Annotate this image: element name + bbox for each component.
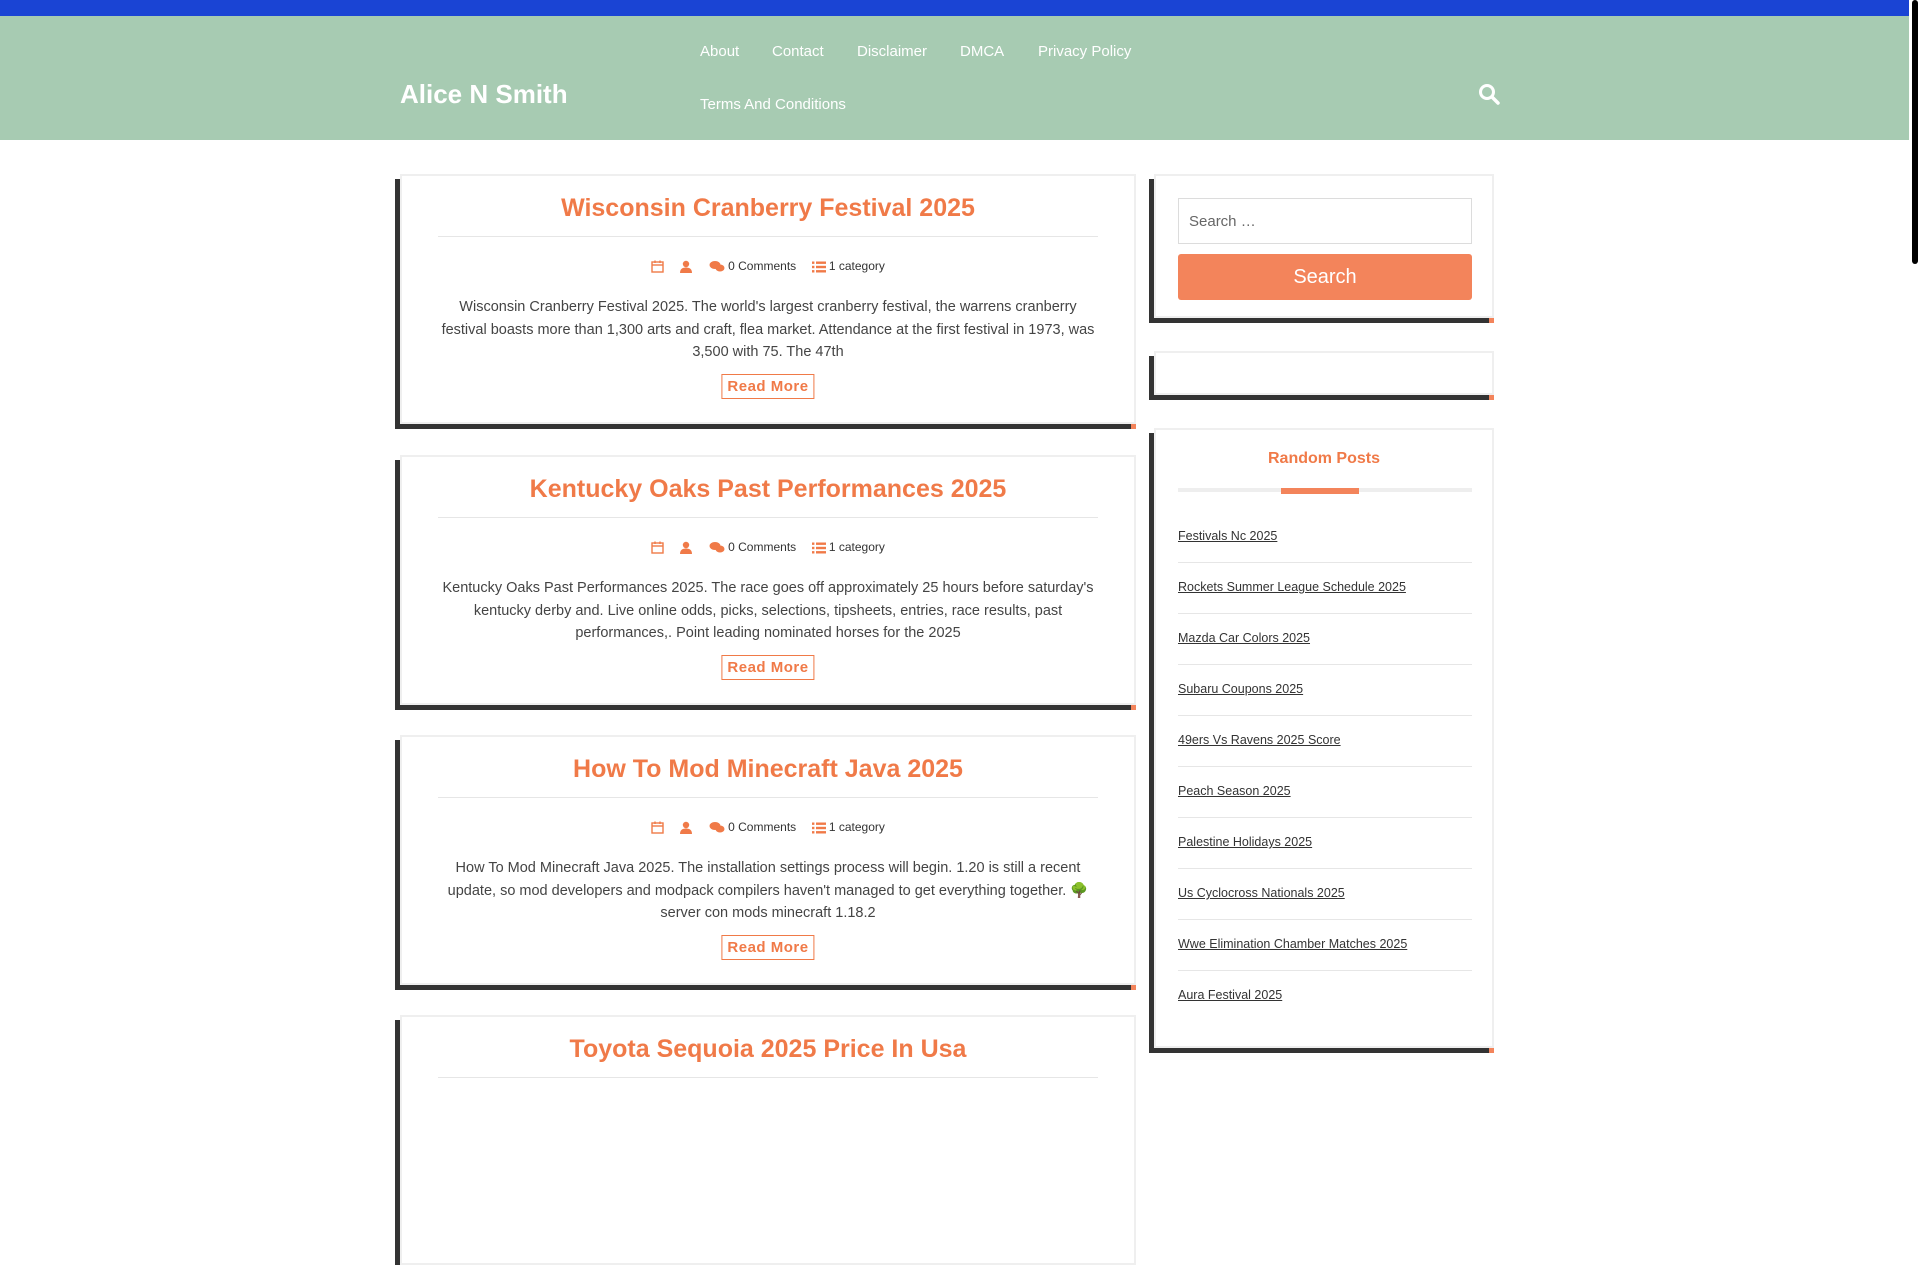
post-category[interactable] — [812, 540, 885, 554]
user-icon — [679, 260, 693, 273]
random-post-link[interactable]: Peach Season 2025 — [1178, 784, 1291, 798]
list-item — [1178, 665, 1472, 716]
list-item — [1178, 869, 1472, 920]
post-card — [400, 735, 1136, 985]
post-title[interactable]: Toyota Sequoia 2025 Price In Usa — [569, 1035, 967, 1063]
post-comments-count: 0 Comments — [728, 539, 797, 554]
random-posts-list — [1178, 512, 1472, 1022]
list-item — [1178, 818, 1472, 869]
post-meta — [402, 819, 1134, 834]
nav-contact[interactable]: Contact — [772, 43, 824, 60]
post-card — [400, 455, 1136, 705]
list-icon — [812, 542, 826, 554]
read-more-button[interactable]: Read More — [721, 374, 814, 399]
random-post-link[interactable]: Mazda Car Colors 2025 — [1178, 631, 1311, 645]
post-date[interactable] — [651, 820, 664, 834]
list-item — [1178, 512, 1472, 563]
scrollbar[interactable] — [1909, 0, 1920, 1080]
post-author[interactable] — [679, 259, 693, 273]
search-toggle-button[interactable] — [1478, 83, 1500, 105]
post-divider — [438, 517, 1098, 518]
list-item — [1178, 971, 1472, 1022]
post-date[interactable] — [651, 259, 664, 273]
random-post-link[interactable]: Us Cyclocross Nationals 2025 — [1178, 886, 1345, 900]
nav-disclaimer[interactable]: Disclaimer — [857, 43, 928, 60]
read-more-button[interactable]: Read More — [721, 935, 814, 960]
post-category-label: 1 category — [828, 819, 885, 834]
post-card — [400, 174, 1136, 424]
random-posts-underline-accent — [1281, 488, 1359, 494]
random-posts-title: Random Posts — [1267, 450, 1380, 467]
post-divider — [438, 236, 1098, 237]
list-icon — [812, 822, 826, 834]
random-post-link[interactable]: Rockets Summer League Schedule 2025 — [1178, 580, 1406, 594]
top-accent-bar — [0, 0, 1909, 16]
scrollbar-thumb[interactable] — [1912, 0, 1918, 264]
list-icon — [812, 261, 826, 273]
post-category-label: 1 category — [828, 539, 885, 554]
calendar-icon — [651, 260, 664, 273]
calendar-icon — [651, 541, 664, 554]
random-post-link[interactable]: Palestine Holidays 2025 — [1178, 835, 1313, 849]
search-button[interactable]: Search — [1178, 254, 1472, 300]
random-post-link[interactable]: Wwe Elimination Chamber Matches 2025 — [1178, 937, 1408, 951]
post-title[interactable]: Kentucky Oaks Past Performances 2025 — [529, 475, 1007, 503]
list-item — [1178, 563, 1472, 614]
random-posts-widget — [1154, 428, 1494, 1048]
post-excerpt: Wisconsin Cranberry Festival 2025. The world's largest cranberry festival, the warrens cranberry festival boasts more than 1,300 arts and craft, flea market. Attendance at the first festival in 1973, was 3,500 with 75. The 47th — [441, 299, 1095, 360]
nav-dmca[interactable]: DMCA — [960, 43, 1005, 60]
post-excerpt: Kentucky Oaks Past Performances 2025. The race goes off approximately 25 hours before saturday's kentucky derby and. Live online odds, picks, selections, tipsheets, entries, race results, past performances,. Point leading nominated horses for the 2025 — [442, 580, 1094, 641]
read-more-button[interactable]: Read More — [721, 655, 814, 680]
post-comments-count: 0 Comments — [728, 819, 797, 834]
post-excerpt: How To Mod Minecraft Java 2025. The installation settings process will begin. 1.20 is still a recent update, so mod developers and modpack compilers haven't managed to get everything together. 🌳server con mods minecraft 1.18.2 — [447, 860, 1089, 921]
user-icon — [679, 821, 693, 834]
list-item — [1178, 614, 1472, 665]
comments-icon — [709, 821, 725, 834]
list-item — [1178, 767, 1472, 818]
post-meta — [402, 539, 1134, 554]
post-title[interactable]: How To Mod Minecraft Java 2025 — [573, 755, 963, 783]
search-input[interactable] — [1178, 198, 1472, 244]
comments-icon — [709, 541, 725, 554]
list-item — [1178, 920, 1472, 971]
site-title[interactable]: Alice N Smith — [400, 79, 568, 109]
calendar-icon — [651, 821, 664, 834]
random-post-link[interactable]: Subaru Coupons 2025 — [1178, 682, 1304, 696]
user-icon — [679, 541, 693, 554]
post-author[interactable] — [679, 540, 693, 554]
post-card — [400, 1015, 1136, 1265]
search-icon — [1478, 83, 1500, 105]
nav-terms-and-conditions[interactable]: Terms And Conditions — [700, 96, 846, 113]
post-comments[interactable] — [709, 820, 796, 834]
random-post-link[interactable]: Festivals Nc 2025 — [1178, 529, 1278, 543]
empty-widget — [1154, 351, 1494, 395]
site-header — [0, 16, 1909, 140]
post-divider — [438, 1077, 1098, 1078]
post-category[interactable] — [812, 820, 885, 834]
search-widget — [1154, 174, 1494, 318]
post-category-label: 1 category — [828, 258, 885, 273]
post-title[interactable]: Wisconsin Cranberry Festival 2025 — [561, 194, 975, 222]
nav-privacy-policy[interactable]: Privacy Policy — [1038, 43, 1132, 60]
post-divider — [438, 797, 1098, 798]
post-comments[interactable] — [709, 259, 796, 273]
random-post-link[interactable]: Aura Festival 2025 — [1178, 988, 1283, 1002]
post-category[interactable] — [812, 259, 885, 273]
post-comments[interactable] — [709, 540, 796, 554]
comments-icon — [709, 260, 725, 273]
nav-about[interactable]: About — [700, 43, 740, 60]
post-author[interactable] — [679, 820, 693, 834]
post-meta — [402, 258, 1134, 273]
random-post-link[interactable]: 49ers Vs Ravens 2025 Score — [1178, 733, 1341, 747]
post-comments-count: 0 Comments — [728, 258, 797, 273]
list-item — [1178, 716, 1472, 767]
post-date[interactable] — [651, 540, 664, 554]
